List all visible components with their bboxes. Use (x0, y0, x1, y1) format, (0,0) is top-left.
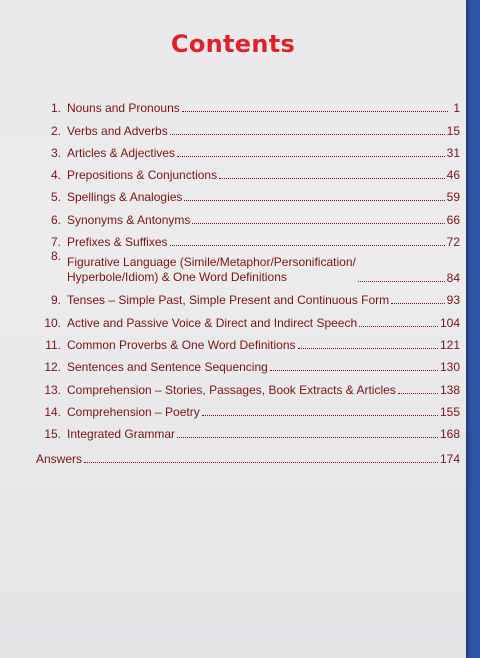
dot-leader (182, 111, 448, 112)
entry-page-number: 168 (439, 427, 460, 442)
dot-leader (398, 393, 438, 394)
toc-entry[interactable] (36, 374, 460, 396)
answers-page-number: 174 (439, 452, 460, 467)
entry-page-number: 72 (446, 235, 460, 250)
entry-number: 8. (50, 249, 61, 264)
toc-entry[interactable] (36, 419, 460, 441)
dot-leader (358, 281, 445, 282)
entry-page-number: 93 (446, 293, 460, 308)
dot-leader (298, 348, 438, 349)
entry-page-number: 31 (446, 145, 460, 160)
entry-title: Comprehension – Stories, Passages, Book Extracts & Articles (67, 382, 396, 397)
entry-number: 7. (50, 235, 61, 250)
dot-leader (270, 370, 438, 371)
entry-title: Tenses – Simple Past, Simple Present and Continuous Form (67, 293, 390, 308)
entry-title: Spellings & Analogies (67, 190, 183, 205)
dot-leader (219, 178, 445, 179)
entry-number: 14. (44, 404, 61, 419)
entry-title-line-1: Figurative Language (Simile/Metaphor/Personification/ (67, 255, 356, 270)
entry-title (67, 255, 356, 285)
entry-number: 3. (50, 145, 61, 160)
entry-title: Active and Passive Voice & Direct and Indirect Speech (67, 315, 358, 330)
entry-title: Comprehension – Poetry (67, 404, 200, 419)
toc-entry[interactable] (36, 160, 460, 182)
dot-leader (84, 462, 438, 463)
entry-title-line-2: Hyperbole/Idiom) & One Word Definitions (67, 270, 287, 285)
toc-entry-answers[interactable] (36, 444, 460, 466)
toc-entry[interactable] (36, 307, 460, 329)
toc-entry[interactable] (36, 93, 460, 115)
entry-title: Integrated Grammar (67, 427, 176, 442)
entry-number: 2. (50, 123, 61, 138)
dot-leader (184, 200, 444, 201)
toc-entry[interactable] (36, 285, 460, 307)
dot-leader (177, 437, 438, 438)
entry-number: 13. (44, 382, 61, 397)
entry-number: 11. (45, 337, 61, 352)
entry-page-number: 121 (439, 337, 460, 352)
entry-number: 6. (50, 212, 61, 227)
toc-entry[interactable] (36, 249, 460, 285)
toc-entry[interactable] (36, 138, 460, 160)
toc-entry[interactable] (36, 397, 460, 419)
entry-page-number: 59 (446, 190, 460, 205)
entry-page-number: 1 (453, 101, 460, 116)
entry-title: Synonyms & Antonyms (67, 212, 191, 227)
entry-number: 15. (44, 427, 61, 442)
entry-page-number: 46 (446, 168, 460, 183)
dot-leader (170, 245, 445, 246)
entry-page-number: 138 (439, 382, 460, 397)
entry-page-number: 155 (439, 404, 460, 419)
entry-title: Prepositions & Conjunctions (67, 168, 218, 183)
dot-leader (177, 156, 445, 157)
entry-title: Prefixes & Suffixes (67, 235, 168, 250)
dot-leader (192, 223, 444, 224)
entry-number: 9. (50, 293, 61, 308)
toc-entry[interactable] (36, 227, 460, 249)
entry-page-number: 66 (446, 212, 460, 227)
entry-number: 12. (44, 360, 61, 375)
entry-number: 5. (50, 190, 61, 205)
dot-leader (391, 303, 444, 304)
entry-title: Common Proverbs & One Word Definitions (67, 337, 296, 352)
table-of-contents (36, 93, 460, 466)
toc-entry[interactable] (36, 115, 460, 137)
entry-title: Nouns and Pronouns (67, 101, 180, 116)
entry-page-number: 15 (446, 123, 460, 138)
page-title: Contents (170, 30, 296, 58)
entry-number: 10. (44, 315, 61, 330)
dot-leader (170, 134, 445, 135)
entry-number: 1. (50, 101, 61, 116)
dot-leader (359, 326, 438, 327)
entry-title: Articles & Adjectives (67, 145, 176, 160)
entry-number: 4. (50, 168, 61, 183)
entry-page-number: 104 (439, 315, 460, 330)
dot-leader (202, 415, 438, 416)
toc-entry[interactable] (36, 330, 460, 352)
toc-entry[interactable] (36, 352, 460, 374)
toc-entry[interactable] (36, 182, 460, 204)
entry-title: Verbs and Adverbs (67, 123, 168, 138)
entry-page-number: 84 (446, 271, 460, 286)
toc-entry[interactable] (36, 204, 460, 226)
entry-page-number: 130 (439, 360, 460, 375)
answers-title: Answers (36, 452, 83, 467)
entry-title: Sentences and Sentence Sequencing (67, 360, 268, 375)
